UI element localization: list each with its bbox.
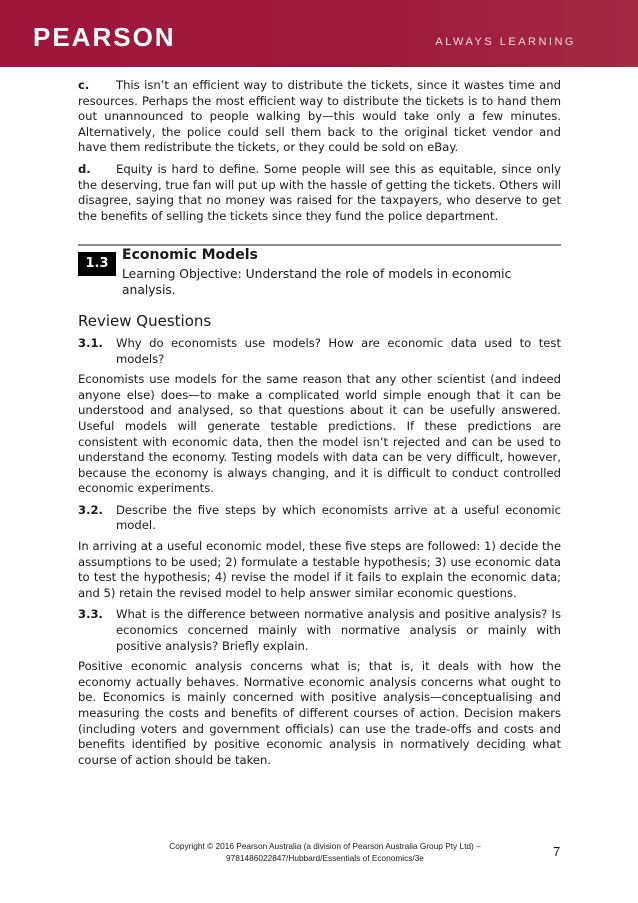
pearson-logo: PEARSON bbox=[33, 22, 176, 52]
copyright-line-1: Copyright © 2016 Pearson Australia (a division of Pearson Australia Group Pty Ltd) – bbox=[169, 841, 481, 851]
section-divider bbox=[78, 244, 561, 246]
section-title: Economic Models bbox=[122, 247, 258, 264]
question-text: Describe the five steps by which economists arrive at a useful economic model. bbox=[116, 502, 561, 533]
answer-c bbox=[78, 78, 561, 156]
question-3-2 bbox=[78, 503, 561, 534]
answer-3-2: In arriving at a useful economic model, these five steps are followed: 1) decide the assumptions to be used; 2) formulate a testable hypothesis; 3) use economic data to test the hypothesis; 4) revise the model if it fails to explain the economic data; and 5) retain the revised model to help answer similar economic questions. bbox=[78, 539, 561, 600]
copyright-footer bbox=[130, 840, 520, 864]
question-text: Why do economists use models? How are economic data used to test models? bbox=[116, 335, 561, 366]
page-content bbox=[78, 78, 561, 774]
header-tagline: ALWAYS LEARNING bbox=[435, 36, 576, 48]
question-3-3 bbox=[78, 607, 561, 654]
question-number: 3.2. bbox=[78, 502, 103, 517]
copyright-line-2: 9781486022847/Hubbard/Essentials of Economics/3e bbox=[226, 853, 424, 863]
question-number: 3.3. bbox=[78, 607, 103, 622]
section-header bbox=[78, 244, 561, 306]
question-text: What is the difference between normative analysis and positive analysis? Is economics concerned mainly with normative analysis or mainly with positive analysis? Briefly explain. bbox=[116, 607, 561, 653]
answer-c-letter: c. bbox=[78, 78, 90, 92]
review-questions-heading: Review Questions bbox=[78, 312, 212, 331]
answer-d bbox=[78, 162, 561, 224]
answer-c-text: This isn’t an efficient way to distribute the tickets, since it wastes time and resources. Perhaps the most efficient way to distribute the tickets is to hand them out unannounced to people walking by—this would take only a few minutes. Alternatively, the police could sell them back to the original ticket vendor and have them redistribute the tickets, or they could be sold on eBay. bbox=[78, 78, 561, 155]
answer-d-letter: d. bbox=[78, 161, 91, 176]
answer-3-3: Positive economic analysis concerns what is; that is, it deals with how the economy actually behaves. Normative economic analysis concerns what ought to be. Economics is mainly concerned with positive analysis—conceptualising and measuring the costs and benefits of different courses of action. Decision makers (including voters and government officials) can use the trade-offs and costs and benefits identified by positive economic analysis in normatively deciding what course of action should be taken. bbox=[78, 659, 561, 767]
answer-3-1: Economists use models for the same reason that any other scientist (and indeed anyone else) does—to make a complicated world simple enough that it can be understood and analysed, so that questions about it can be usefully answered. Useful models will generate testable predictions. If these predictions are consistent with economic data, then the model isn’t rejected and can be used to understand the economy. Testing models with data can be very difficult, however, because the economy is always changing, and it is difficult to conduct controlled economic experiments. bbox=[78, 372, 561, 496]
page-number: 7 bbox=[553, 844, 561, 859]
question-3-1 bbox=[78, 336, 561, 367]
learning-objective: Learning Objective: Understand the role of models in economic analysis. bbox=[122, 267, 512, 298]
header-banner bbox=[0, 0, 638, 67]
answer-d-text: Equity is hard to define. Some people will see this as equitable, since only the deserving, true fan will put up with the hassle of getting the tickets. Others will disagree, saying that no money was raised for the taxpayers, who deserve to get the benefits of selling the tickets since they fund the police department. bbox=[78, 161, 561, 223]
section-number-badge: 1.3 bbox=[78, 252, 116, 276]
question-number: 3.1. bbox=[78, 335, 103, 350]
